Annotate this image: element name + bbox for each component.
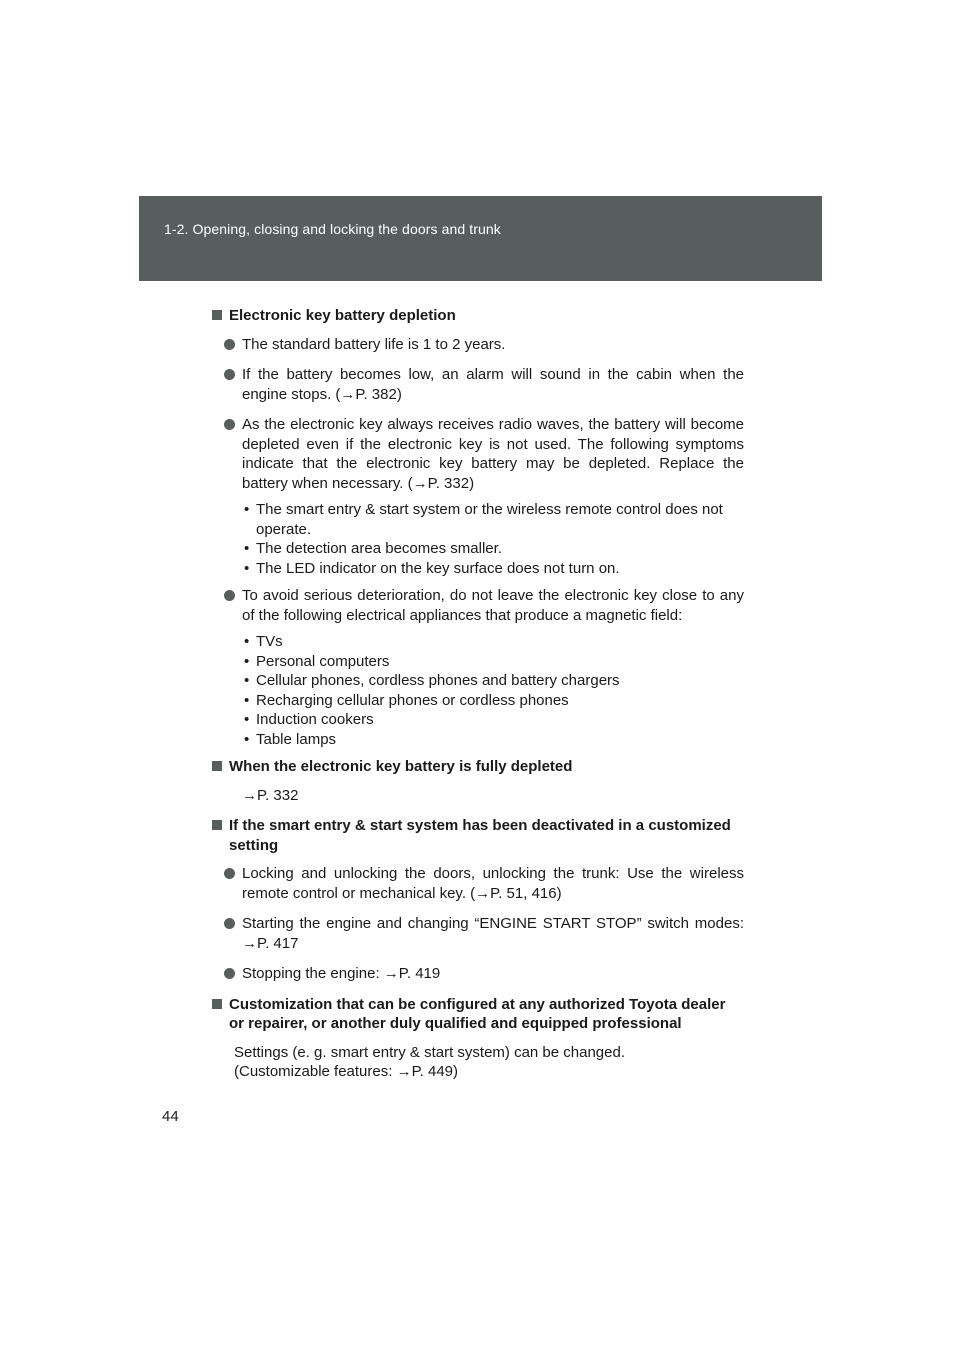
section-header-band bbox=[139, 196, 822, 281]
bullet-text: Starting the engine and changing “ENGINE START STOP” switch modes: →P. 417 bbox=[242, 915, 744, 952]
round-bullet-icon bbox=[224, 419, 235, 430]
square-bullet-icon bbox=[212, 761, 222, 771]
list-item: • Recharging cellular phones or cordless phones bbox=[212, 691, 744, 711]
list-item: • Personal computers bbox=[212, 652, 744, 672]
bullet-item bbox=[212, 335, 744, 355]
page-content bbox=[212, 306, 744, 1082]
list-item: • Induction cookers bbox=[212, 710, 744, 730]
heading-text: When the electronic key battery is fully depleted bbox=[229, 758, 573, 775]
body-text: Settings (e. g. smart entry & start system) can be changed. bbox=[234, 1043, 626, 1061]
list-item: • Table lamps bbox=[212, 730, 744, 750]
bullet-text: Stopping the engine: →P. 419 bbox=[242, 965, 441, 982]
round-bullet-icon bbox=[224, 369, 235, 380]
round-bullet-icon bbox=[224, 868, 235, 879]
section-heading bbox=[212, 816, 744, 855]
section-heading bbox=[212, 306, 744, 326]
bullet-text: To avoid serious deterioration, do not leave the electronic key close to any of the following electrical appliances that produce a magnetic field: bbox=[242, 587, 744, 624]
page-reference: →P. 332 bbox=[242, 786, 299, 804]
bullet-text: If the battery becomes low, an alarm will sound in the cabin when the engine stops. (→P. 382) bbox=[242, 366, 744, 403]
round-bullet-icon bbox=[224, 590, 235, 601]
bullet-text: Locking and unlocking the doors, unlocking the trunk: Use the wireless remote control or mechanical key. (→P. 51, 416) bbox=[242, 865, 744, 902]
heading-text: If the smart entry & start system has been deactivated in a customized setting bbox=[229, 817, 731, 854]
symptom-list bbox=[212, 500, 744, 578]
square-bullet-icon bbox=[212, 999, 222, 1009]
list-item: • Cellular phones, cordless phones and battery chargers bbox=[212, 671, 744, 691]
bullet-item bbox=[212, 415, 744, 493]
heading-text: Electronic key battery depletion bbox=[229, 307, 456, 324]
square-bullet-icon bbox=[212, 310, 222, 320]
bullet-item bbox=[212, 586, 744, 625]
bullet-text: The standard battery life is 1 to 2 years. bbox=[242, 335, 506, 353]
round-bullet-icon bbox=[224, 339, 235, 350]
bullet-item bbox=[212, 914, 744, 953]
bullet-text: As the electronic key always receives radio waves, the battery will become depleted even if the electronic key is not used. The following symptoms indicate that the electronic key battery may be depleted. Replace the battery when necessary. (→P. 332) bbox=[242, 416, 744, 492]
section-title: 1-2. Opening, closing and locking the doors and trunk bbox=[164, 221, 501, 237]
round-bullet-icon bbox=[224, 968, 235, 979]
page-number: 44 bbox=[162, 1108, 179, 1125]
list-item: • TVs bbox=[212, 632, 744, 652]
bullet-item bbox=[212, 864, 744, 903]
bullet-item bbox=[212, 964, 744, 984]
list-item: • The smart entry & start system or the wireless remote control does not operate. bbox=[212, 500, 744, 539]
list-item: • The LED indicator on the key surface does not turn on. bbox=[212, 559, 744, 579]
round-bullet-icon bbox=[224, 918, 235, 929]
appliance-list bbox=[212, 632, 744, 749]
section-heading bbox=[212, 757, 744, 777]
body-text: (Customizable features: →P. 449) bbox=[234, 1063, 458, 1080]
list-item: • The detection area becomes smaller. bbox=[212, 539, 744, 559]
section-heading bbox=[212, 995, 744, 1034]
square-bullet-icon bbox=[212, 820, 222, 830]
bullet-item bbox=[212, 365, 744, 404]
heading-text: Customization that can be configured at any authorized Toyota dealer or repairer, or another duly qualified and equipped professional bbox=[229, 995, 726, 1032]
